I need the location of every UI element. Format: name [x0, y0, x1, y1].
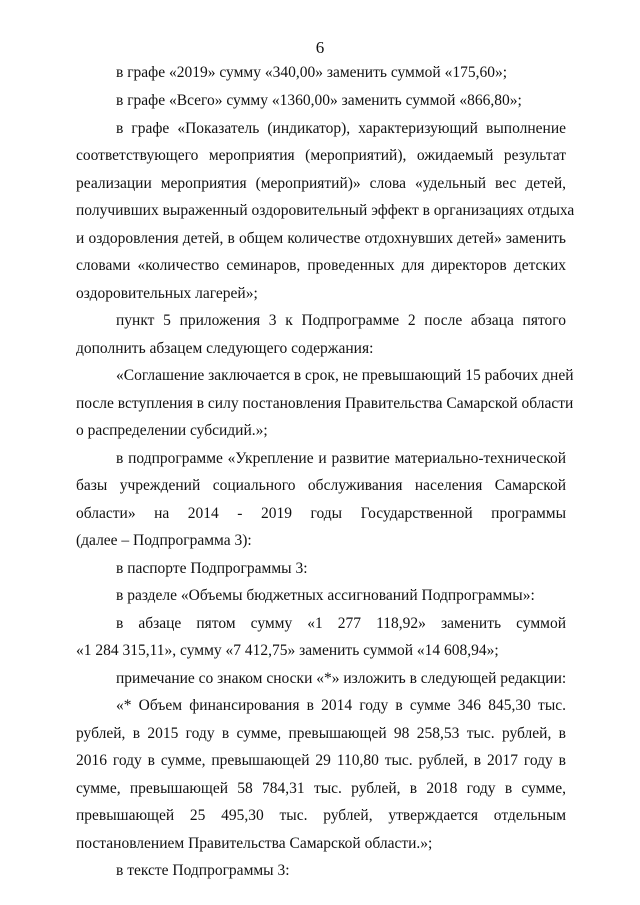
text-line: постановлением Правительства Самарской области.»;: [76, 835, 433, 852]
text-line: превышающей 25 495,30 тыс. рублей, утверждается отдельным: [76, 807, 566, 824]
page-number: 6: [315, 38, 325, 57]
text-line: в графе «Показатель (индикатор), характеризующий выполнение: [116, 120, 566, 137]
text-line: области» на 2014 - 2019 годы Государственной программы: [76, 505, 566, 522]
text-line: базы учреждений социального обслуживания населения Самарской: [76, 477, 566, 494]
text-line: (далее – Подпрограмма 3):: [76, 532, 252, 549]
text-line: и оздоровления детей, в общем количестве отдохнувших детей» заменить: [76, 230, 566, 247]
text-line: словами «количество семинаров, проведенных для директоров детских: [76, 257, 566, 274]
text-line: в графе «Всего» сумму «1360,00» заменить суммой «866,80»;: [116, 92, 522, 109]
text-line: о распределении субсидий.»;: [76, 422, 268, 439]
text-line: в графе «2019» сумму «340,00» заменить суммой «175,60»;: [116, 64, 508, 81]
text-line: в тексте Подпрограммы 3:: [116, 862, 290, 879]
text-line: рублей, в 2015 году в сумме, превышающей 98 258,53 тыс. рублей, в: [76, 725, 566, 742]
text-line: после вступления в силу постановления Правительства Самарской области: [76, 395, 574, 412]
text-line: «* Объем финансирования в 2014 году в сумме 346 845,30 тыс.: [116, 697, 566, 714]
text-line: в абзаце пятом сумму «1 277 118,92» заменить суммой: [116, 615, 566, 632]
text-line: соответствующего мероприятия (мероприятий), ожидаемый результат: [76, 147, 566, 164]
text-line: оздоровительных лагерей»;: [76, 285, 258, 302]
text-line: примечание со знаком сноски «*» изложить в следующей редакции:: [116, 670, 567, 687]
text-line: сумме, превышающей 58 784,31 тыс. рублей, в 2018 году в сумме,: [76, 780, 566, 797]
text-line: «Соглашение заключается в срок, не превышающий 15 рабочих дней: [116, 367, 574, 384]
text-line: реализации мероприятия (мероприятий)» слова «удельный вес детей,: [76, 175, 566, 192]
text-line: 2016 году в сумме, превышающей 29 110,80 тыс. рублей, в 2017 году в: [76, 752, 566, 769]
text-line: в паспорте Подпрограммы 3:: [116, 560, 308, 577]
text-line: в разделе «Объемы бюджетных ассигнований Подпрограммы»:: [116, 587, 535, 604]
text-line: дополнить абзацем следующего содержания:: [76, 340, 374, 357]
text-line: «1 284 315,11», сумму «7 412,75» заменить суммой «14 608,94»;: [76, 642, 499, 659]
text-line: в подпрограмме «Укрепление и развитие материально-технической: [116, 450, 566, 467]
text-line: пункт 5 приложения 3 к Подпрограмме 2 после абзаца пятого: [116, 312, 566, 329]
text-line: получивших выраженный оздоровительный эффект в организациях отдыха: [76, 202, 575, 219]
